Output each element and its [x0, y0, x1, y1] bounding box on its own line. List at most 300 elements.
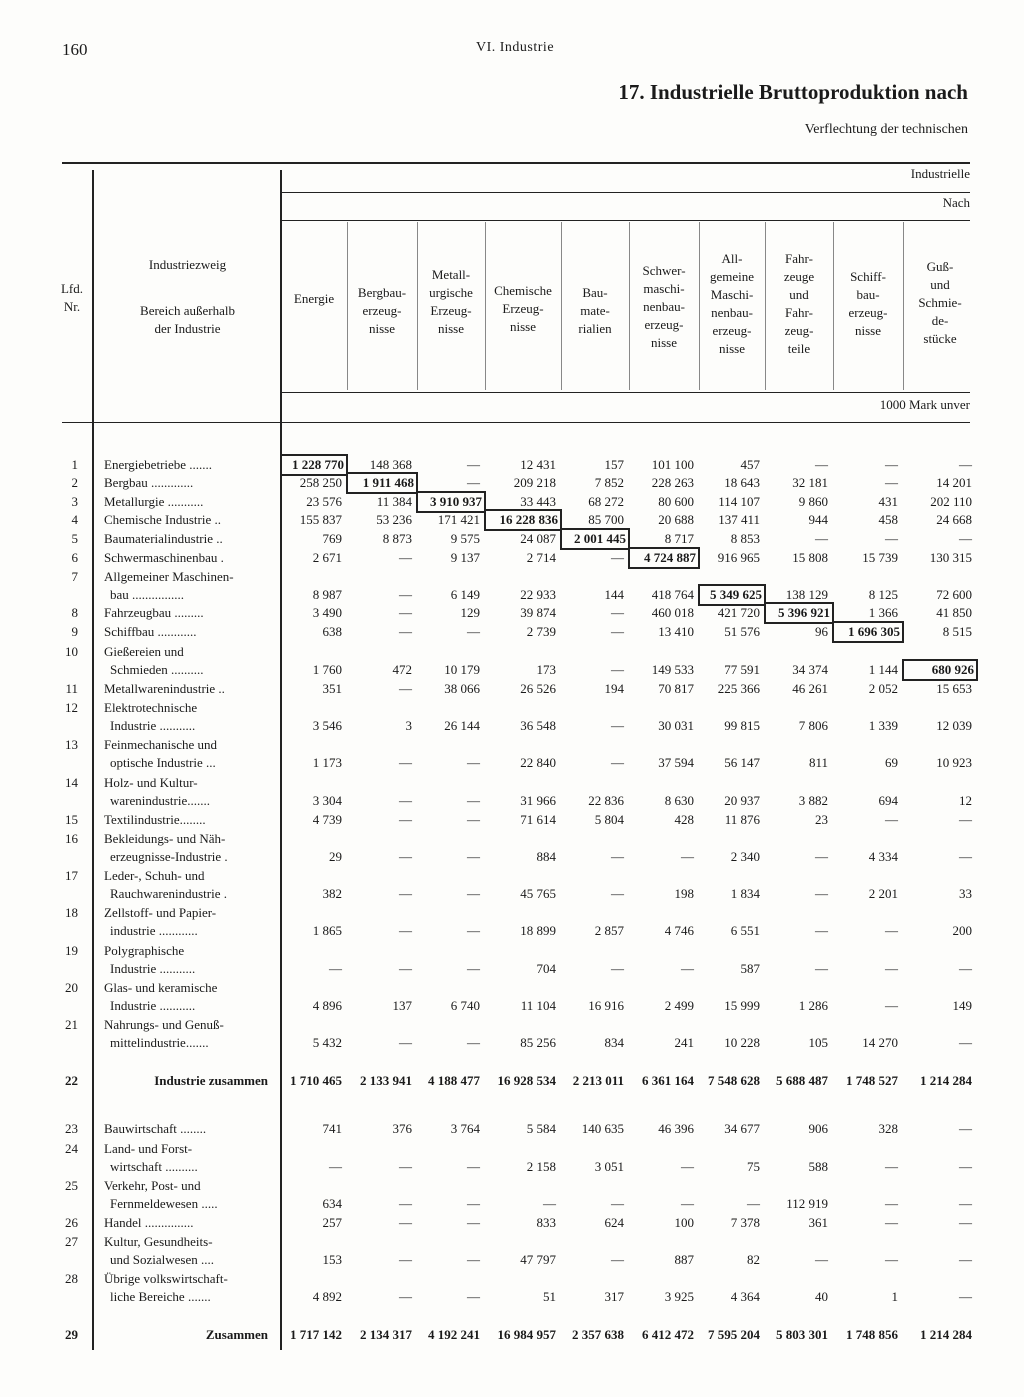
table-cell: 194	[604, 681, 624, 696]
table-cell: 2 499	[664, 998, 694, 1013]
row-label: mittelindustrie.......	[110, 1035, 209, 1050]
row-label: Rauchwarenindustrie .	[110, 886, 227, 901]
table-cell: 26 144	[444, 718, 480, 733]
row-label: Nahrungs- und Genuß-	[104, 1016, 224, 1032]
table-cell: —	[399, 755, 412, 770]
table-cell: 8 515	[942, 624, 972, 639]
row-label: Bergbau .............	[104, 475, 194, 490]
table-cell: —	[959, 1252, 972, 1267]
table-cell: 26 526	[520, 681, 556, 696]
table-cell: —	[467, 457, 480, 472]
table-cell: —	[959, 812, 972, 827]
table-cell: —	[467, 812, 480, 827]
table-cell: 30 031	[658, 718, 694, 733]
table-cell: 8 630	[664, 793, 694, 808]
lfd-divider	[92, 170, 94, 1350]
column-header: Bergbau- erzeug- nisse	[357, 285, 407, 336]
row-label: Fernmeldewesen .....	[110, 1196, 218, 1211]
table-cell: —	[959, 849, 972, 864]
row-number: 12	[65, 699, 78, 715]
row-label: Holz- und Kultur-	[104, 774, 198, 790]
table-cell: 202 110	[930, 494, 972, 509]
table-cell: 80 600	[658, 494, 694, 509]
row-label: Kultur, Gesundheits-	[104, 1233, 213, 1249]
row-number: 2	[71, 475, 78, 490]
table-cell: 173	[536, 662, 556, 677]
table-cell: 22 836	[588, 793, 624, 808]
table-cell: 1 760	[312, 662, 342, 677]
table-cell: 704	[536, 961, 556, 976]
table-cell: 2 213 011	[572, 1073, 624, 1088]
table-cell: 5 349 625	[700, 586, 764, 604]
table-cell: 4 334	[868, 849, 898, 864]
table-cell: 7 852	[594, 475, 624, 490]
row-number: 7	[71, 568, 78, 584]
table-cell: —	[467, 624, 480, 639]
table-cell: —	[959, 1121, 972, 1136]
table-cell: —	[399, 1215, 412, 1230]
table-cell: 12	[959, 793, 972, 808]
table-cell: 85 700	[588, 512, 624, 527]
table-cell: —	[815, 849, 828, 864]
column-divider	[699, 222, 700, 390]
row-number: 27	[65, 1233, 78, 1249]
table-cell: 258 250	[299, 475, 342, 490]
row-number: 21	[65, 1016, 78, 1032]
table-cell: 10 179	[444, 662, 480, 677]
table-cell: 694	[878, 793, 898, 808]
table-cell: —	[815, 923, 828, 938]
row-label: Leder-, Schuh- und	[104, 867, 205, 883]
row-label: Schmieden ..........	[110, 662, 204, 677]
row-number: 13	[65, 736, 78, 752]
table-cell: 2 201	[868, 886, 898, 901]
column-divider	[903, 222, 904, 390]
table-cell: 51 576	[724, 624, 760, 639]
table-cell: 171 421	[437, 512, 480, 527]
row-number: 28	[65, 1270, 78, 1286]
table-cell: 2 052	[868, 681, 898, 696]
table-cell: —	[815, 886, 828, 901]
table-cell: 916 965	[717, 550, 760, 565]
column-header: Metall- urgische Erzeug- nisse	[429, 267, 473, 336]
table-cell: —	[329, 1159, 342, 1174]
table-cell: —	[399, 605, 412, 620]
table-cell: 85 256	[520, 1035, 556, 1050]
table-cell: —	[959, 1215, 972, 1230]
table-cell: 12 039	[936, 718, 972, 733]
table-cell: 144	[604, 587, 624, 602]
table-cell: 3 051	[594, 1159, 624, 1174]
table-cell: 431	[878, 494, 898, 509]
table-cell: 37 594	[658, 755, 694, 770]
table-cell: —	[399, 793, 412, 808]
column-divider	[561, 222, 562, 390]
row-label: Baumaterialindustrie ..	[104, 531, 223, 546]
table-cell: 99 815	[724, 718, 760, 733]
table-cell: 2 357 638	[572, 1327, 624, 1342]
table-cell: 71 614	[520, 812, 556, 827]
table-cell: —	[611, 605, 624, 620]
table-cell: 1 286	[798, 998, 828, 1013]
table-cell: 225 366	[717, 681, 760, 696]
row-label: Glas- und keramische	[104, 979, 218, 995]
table-cell: 36 548	[520, 718, 556, 733]
table-cell: 811	[808, 755, 828, 770]
table-cell: —	[467, 1035, 480, 1050]
table-cell: —	[681, 1196, 694, 1211]
row-number: 22	[65, 1073, 78, 1088]
table-cell: 3 925	[664, 1289, 694, 1304]
table-cell: 29	[329, 849, 342, 864]
table-cell: 51	[543, 1289, 556, 1304]
table-cell: —	[885, 457, 898, 472]
column-header: Bau- mate- rialien	[578, 285, 612, 336]
table-cell: 31 966	[520, 793, 556, 808]
table-cell: 129	[460, 605, 480, 620]
table-cell: 2 134 317	[360, 1327, 412, 1342]
table-cell: 3 304	[312, 793, 342, 808]
table-cell: 130 315	[929, 550, 972, 565]
column-divider	[347, 222, 348, 390]
table-cell: 46 261	[792, 681, 828, 696]
table-cell: 34 677	[724, 1121, 760, 1136]
table-cell: 884	[536, 849, 556, 864]
table-cell: 472	[392, 662, 412, 677]
table-cell: 16 984 957	[497, 1327, 556, 1342]
table-cell: 157	[604, 457, 624, 472]
column-divider	[629, 222, 630, 390]
table-cell: 5 688 487	[776, 1073, 828, 1088]
table-cell: 1 173	[312, 755, 342, 770]
table-cell: 14 270	[862, 1035, 898, 1050]
table-cell: 15 653	[936, 681, 972, 696]
unit-label: 1000 Mark unver	[879, 397, 970, 412]
row-label: Gießereien und	[104, 643, 184, 659]
table-cell: —	[399, 886, 412, 901]
table-cell: 1	[891, 1289, 898, 1304]
table-cell: —	[959, 1159, 972, 1174]
table-cell: 38 066	[444, 681, 480, 696]
table-cell: 4 739	[312, 812, 342, 827]
table-cell: 382	[322, 886, 342, 901]
table-cell: 3 490	[312, 605, 342, 620]
table-cell: 317	[604, 1289, 624, 1304]
table-cell: 3 764	[450, 1121, 480, 1136]
group-rule-2	[282, 220, 970, 221]
table-cell: —	[885, 961, 898, 976]
table-cell: 833	[536, 1215, 556, 1230]
table-cell: —	[885, 998, 898, 1013]
table-cell: 33 443	[520, 494, 556, 509]
table-cell: —	[681, 1159, 694, 1174]
row-number: 20	[65, 979, 78, 995]
row-label: Fahrzeugbau .........	[104, 605, 204, 620]
table-cell: —	[467, 1252, 480, 1267]
row-number: 23	[65, 1121, 78, 1136]
table-cell: —	[611, 550, 624, 565]
table-cell: —	[467, 1289, 480, 1304]
table-cell: 105	[808, 1035, 828, 1050]
table-cell: —	[399, 1159, 412, 1174]
table-cell: —	[467, 849, 480, 864]
table-cell: —	[885, 1252, 898, 1267]
table-cell: 114 107	[718, 494, 760, 509]
table-cell: 137	[392, 998, 412, 1013]
table-cell: 18 899	[520, 923, 556, 938]
table-cell: 10 923	[936, 755, 972, 770]
table-cell: 5 396 921	[766, 604, 832, 622]
table-cell: 4 746	[664, 923, 694, 938]
column-divider	[417, 222, 418, 390]
table-cell: 2 158	[526, 1159, 556, 1174]
column-header: Schwer- maschi- nenbau- erzeug- nisse	[642, 263, 686, 350]
table-cell: —	[329, 961, 342, 976]
table-cell: 1 911 468	[348, 474, 416, 492]
table-cell: —	[467, 961, 480, 976]
row-number: 25	[65, 1177, 78, 1193]
table-cell: 5 584	[526, 1121, 556, 1136]
table-cell: 2 857	[594, 923, 624, 938]
table-cell: 241	[674, 1035, 694, 1050]
table-title: 17. Industrielle Bruttoproduktion nach	[618, 80, 968, 104]
row-label: Verkehr, Post- und	[104, 1177, 201, 1193]
table-cell: 588	[808, 1159, 828, 1174]
table-cell: 16 928 534	[497, 1073, 556, 1088]
row-label: liche Bereiche .......	[110, 1289, 211, 1304]
table-cell: —	[959, 1035, 972, 1050]
row-number: 6	[71, 550, 78, 565]
table-cell: 7 806	[798, 718, 828, 733]
table-cell: 4 192 241	[428, 1327, 480, 1342]
table-cell: 1 339	[868, 718, 898, 733]
section-title: VI. Industrie	[476, 40, 555, 55]
row-label: bau ................	[110, 587, 185, 602]
table-cell: 149	[952, 998, 972, 1013]
row-label: Polygraphische	[104, 942, 185, 958]
row-label: Textilindustrie........	[104, 812, 206, 827]
table-cell: 361	[808, 1215, 828, 1230]
column-divider	[485, 222, 486, 390]
table-cell: 22 933	[520, 587, 556, 602]
table-cell: 7 548 628	[708, 1073, 760, 1088]
table-cell: 140 635	[581, 1121, 624, 1136]
row-label: Chemische Industrie ..	[104, 512, 221, 527]
table-cell: 421 720	[717, 605, 760, 620]
table-cell: 6 361 164	[642, 1073, 694, 1088]
table-cell: 2 340	[730, 849, 760, 864]
table-cell: —	[815, 531, 828, 546]
row-label: Schwermaschinenbau .	[104, 550, 224, 565]
table-cell: —	[885, 475, 898, 490]
column-header: Fahr- zeuge und Fahr- zeug- teile	[783, 251, 815, 356]
table-cell: 1 710 465	[290, 1073, 342, 1088]
table-cell: 1 748 856	[846, 1327, 898, 1342]
table-cell: —	[885, 812, 898, 827]
table-cell: —	[815, 961, 828, 976]
group-sub-label: Nach	[942, 195, 970, 210]
row-label: Metallurgie ...........	[104, 494, 204, 509]
table-cell: 46 396	[658, 1121, 694, 1136]
table-cell: 13 410	[658, 624, 694, 639]
table-cell: —	[959, 961, 972, 976]
table-cell: 24 668	[936, 512, 972, 527]
row-number: 26	[65, 1215, 78, 1230]
table-cell: 1 214 284	[920, 1073, 972, 1088]
table-cell: 6 412 472	[642, 1327, 694, 1342]
row-label: Zusammen	[205, 1327, 268, 1342]
row-label: Land- und Forst-	[104, 1140, 193, 1156]
table-cell: —	[467, 923, 480, 938]
table-cell: 33	[959, 886, 972, 901]
row-number: 29	[65, 1327, 78, 1342]
table-cell: —	[611, 624, 624, 639]
table-cell: 1 865	[312, 923, 342, 938]
row-number: 19	[65, 942, 78, 958]
table-cell: 69	[885, 755, 898, 770]
table-cell: 7 378	[730, 1215, 760, 1230]
table-cell: 887	[674, 1252, 694, 1267]
row-label: Bauwirtschaft ........	[104, 1121, 207, 1136]
table-cell: 137 411	[718, 512, 760, 527]
table-cell: —	[611, 1252, 624, 1267]
row-number: 1	[71, 457, 78, 472]
column-header: All- gemeine Maschi- nenbau- erzeug- nisse	[709, 251, 755, 356]
table-cell: 634	[322, 1196, 342, 1211]
table-cell: 257	[322, 1215, 342, 1230]
row-number: 9	[71, 624, 78, 639]
header-bottom-rule	[62, 422, 970, 423]
table-cell: —	[959, 1289, 972, 1304]
table-cell: 138 129	[785, 587, 828, 602]
table-cell: 1 214 284	[920, 1327, 972, 1342]
column-divider	[833, 222, 834, 390]
row-label: wirtschaft ..........	[110, 1159, 198, 1174]
row-number: 15	[65, 812, 78, 827]
table-cell: 680 926	[904, 661, 976, 679]
table-cell: 2 001 445	[562, 530, 628, 548]
table-subtitle: Verflechtung der technischen	[804, 122, 968, 137]
table-cell: 12 431	[520, 457, 556, 472]
table-cell: 4 896	[312, 998, 342, 1013]
table-cell: 14 201	[936, 475, 972, 490]
table-cell: 460 018	[651, 605, 694, 620]
table-cell: —	[885, 1215, 898, 1230]
table-cell: 624	[604, 1215, 624, 1230]
table-top-rule	[62, 162, 970, 164]
table-cell: 4 364	[730, 1289, 760, 1304]
column-header: Chemische Erzeug- nisse	[494, 283, 552, 334]
table-cell: 457	[740, 457, 760, 472]
table-cell: 34 374	[792, 662, 828, 677]
table-cell: 6 551	[730, 923, 760, 938]
table-cell: 100	[674, 1215, 694, 1230]
group-rule-1	[282, 192, 970, 193]
row-number: 3	[71, 494, 78, 509]
table-cell: —	[399, 624, 412, 639]
table-cell: 3 882	[798, 793, 828, 808]
table-cell: 351	[322, 681, 342, 696]
row-label: Industrie ...........	[110, 961, 196, 976]
unit-rule	[282, 392, 970, 393]
table-cell: 228 263	[651, 475, 694, 490]
table-cell: 15 739	[862, 550, 898, 565]
table-cell: 209 218	[513, 475, 556, 490]
table-cell: —	[885, 531, 898, 546]
table-cell: 11 384	[376, 494, 412, 509]
row-label: warenindustrie.......	[110, 793, 211, 808]
table-cell: 1 696 305	[834, 623, 902, 641]
table-cell: 8 717	[664, 531, 694, 546]
table-cell: 11 104	[520, 998, 556, 1013]
table-cell: —	[467, 886, 480, 901]
table-cell: —	[399, 923, 412, 938]
table-cell: 376	[392, 1121, 412, 1136]
table-cell: 769	[322, 531, 342, 546]
table-cell: 418 764	[651, 587, 694, 602]
table-cell: —	[611, 961, 624, 976]
table-cell: 638	[322, 624, 342, 639]
table-cell: 70 817	[658, 681, 694, 696]
row-label: Feinmechanische und	[104, 736, 217, 752]
table-cell: —	[467, 793, 480, 808]
row-label: optische Industrie ...	[110, 755, 216, 770]
table-cell: 23 576	[306, 494, 342, 509]
table-cell: 148 368	[369, 457, 412, 472]
page-number: 160	[62, 40, 88, 59]
lfd-nr-header: Lfd. Nr.	[60, 281, 84, 314]
table-cell: 75	[747, 1159, 760, 1174]
table-cell: 2 739	[526, 624, 556, 639]
table-cell: 8 873	[382, 531, 412, 546]
table-cell: 9 575	[450, 531, 480, 546]
table-cell: 1 228 770	[282, 456, 346, 474]
table-cell: 741	[322, 1121, 342, 1136]
table-cell: —	[467, 1159, 480, 1174]
table-cell: 41 850	[936, 605, 972, 620]
table-cell: 428	[674, 812, 694, 827]
row-number: 24	[65, 1140, 78, 1156]
table-cell: 15 808	[792, 550, 828, 565]
table-cell: 5 432	[312, 1035, 342, 1050]
table-cell: —	[399, 587, 412, 602]
table-cell: 20 688	[658, 512, 694, 527]
table-cell: 1 748 527	[846, 1073, 898, 1088]
table-cell: 11 876	[724, 812, 760, 827]
table-cell: —	[399, 1196, 412, 1211]
table-cell: 153	[322, 1252, 342, 1267]
table-cell: 8 853	[730, 531, 760, 546]
table-cell: 4 724 887	[630, 549, 698, 567]
group-top-label: Industrielle	[910, 166, 970, 181]
table-cell: 39 874	[520, 605, 556, 620]
table-cell: 8 125	[868, 587, 898, 602]
table-cell: —	[399, 1252, 412, 1267]
table-cell: 24 087	[520, 531, 556, 546]
table-cell: 112 919	[786, 1196, 828, 1211]
table-cell: 72 600	[936, 587, 972, 602]
table-cell: 4 892	[312, 1289, 342, 1304]
table-cell: —	[885, 1196, 898, 1211]
row-label: Elektrotechnische	[104, 699, 198, 715]
table-cell: 3	[405, 718, 412, 733]
table-cell: 6 149	[450, 587, 480, 602]
table-cell: —	[399, 961, 412, 976]
table-cell: 6 740	[450, 998, 480, 1013]
table-cell: —	[543, 1196, 556, 1211]
table-cell: 45 765	[520, 886, 556, 901]
table-cell: —	[467, 475, 480, 490]
